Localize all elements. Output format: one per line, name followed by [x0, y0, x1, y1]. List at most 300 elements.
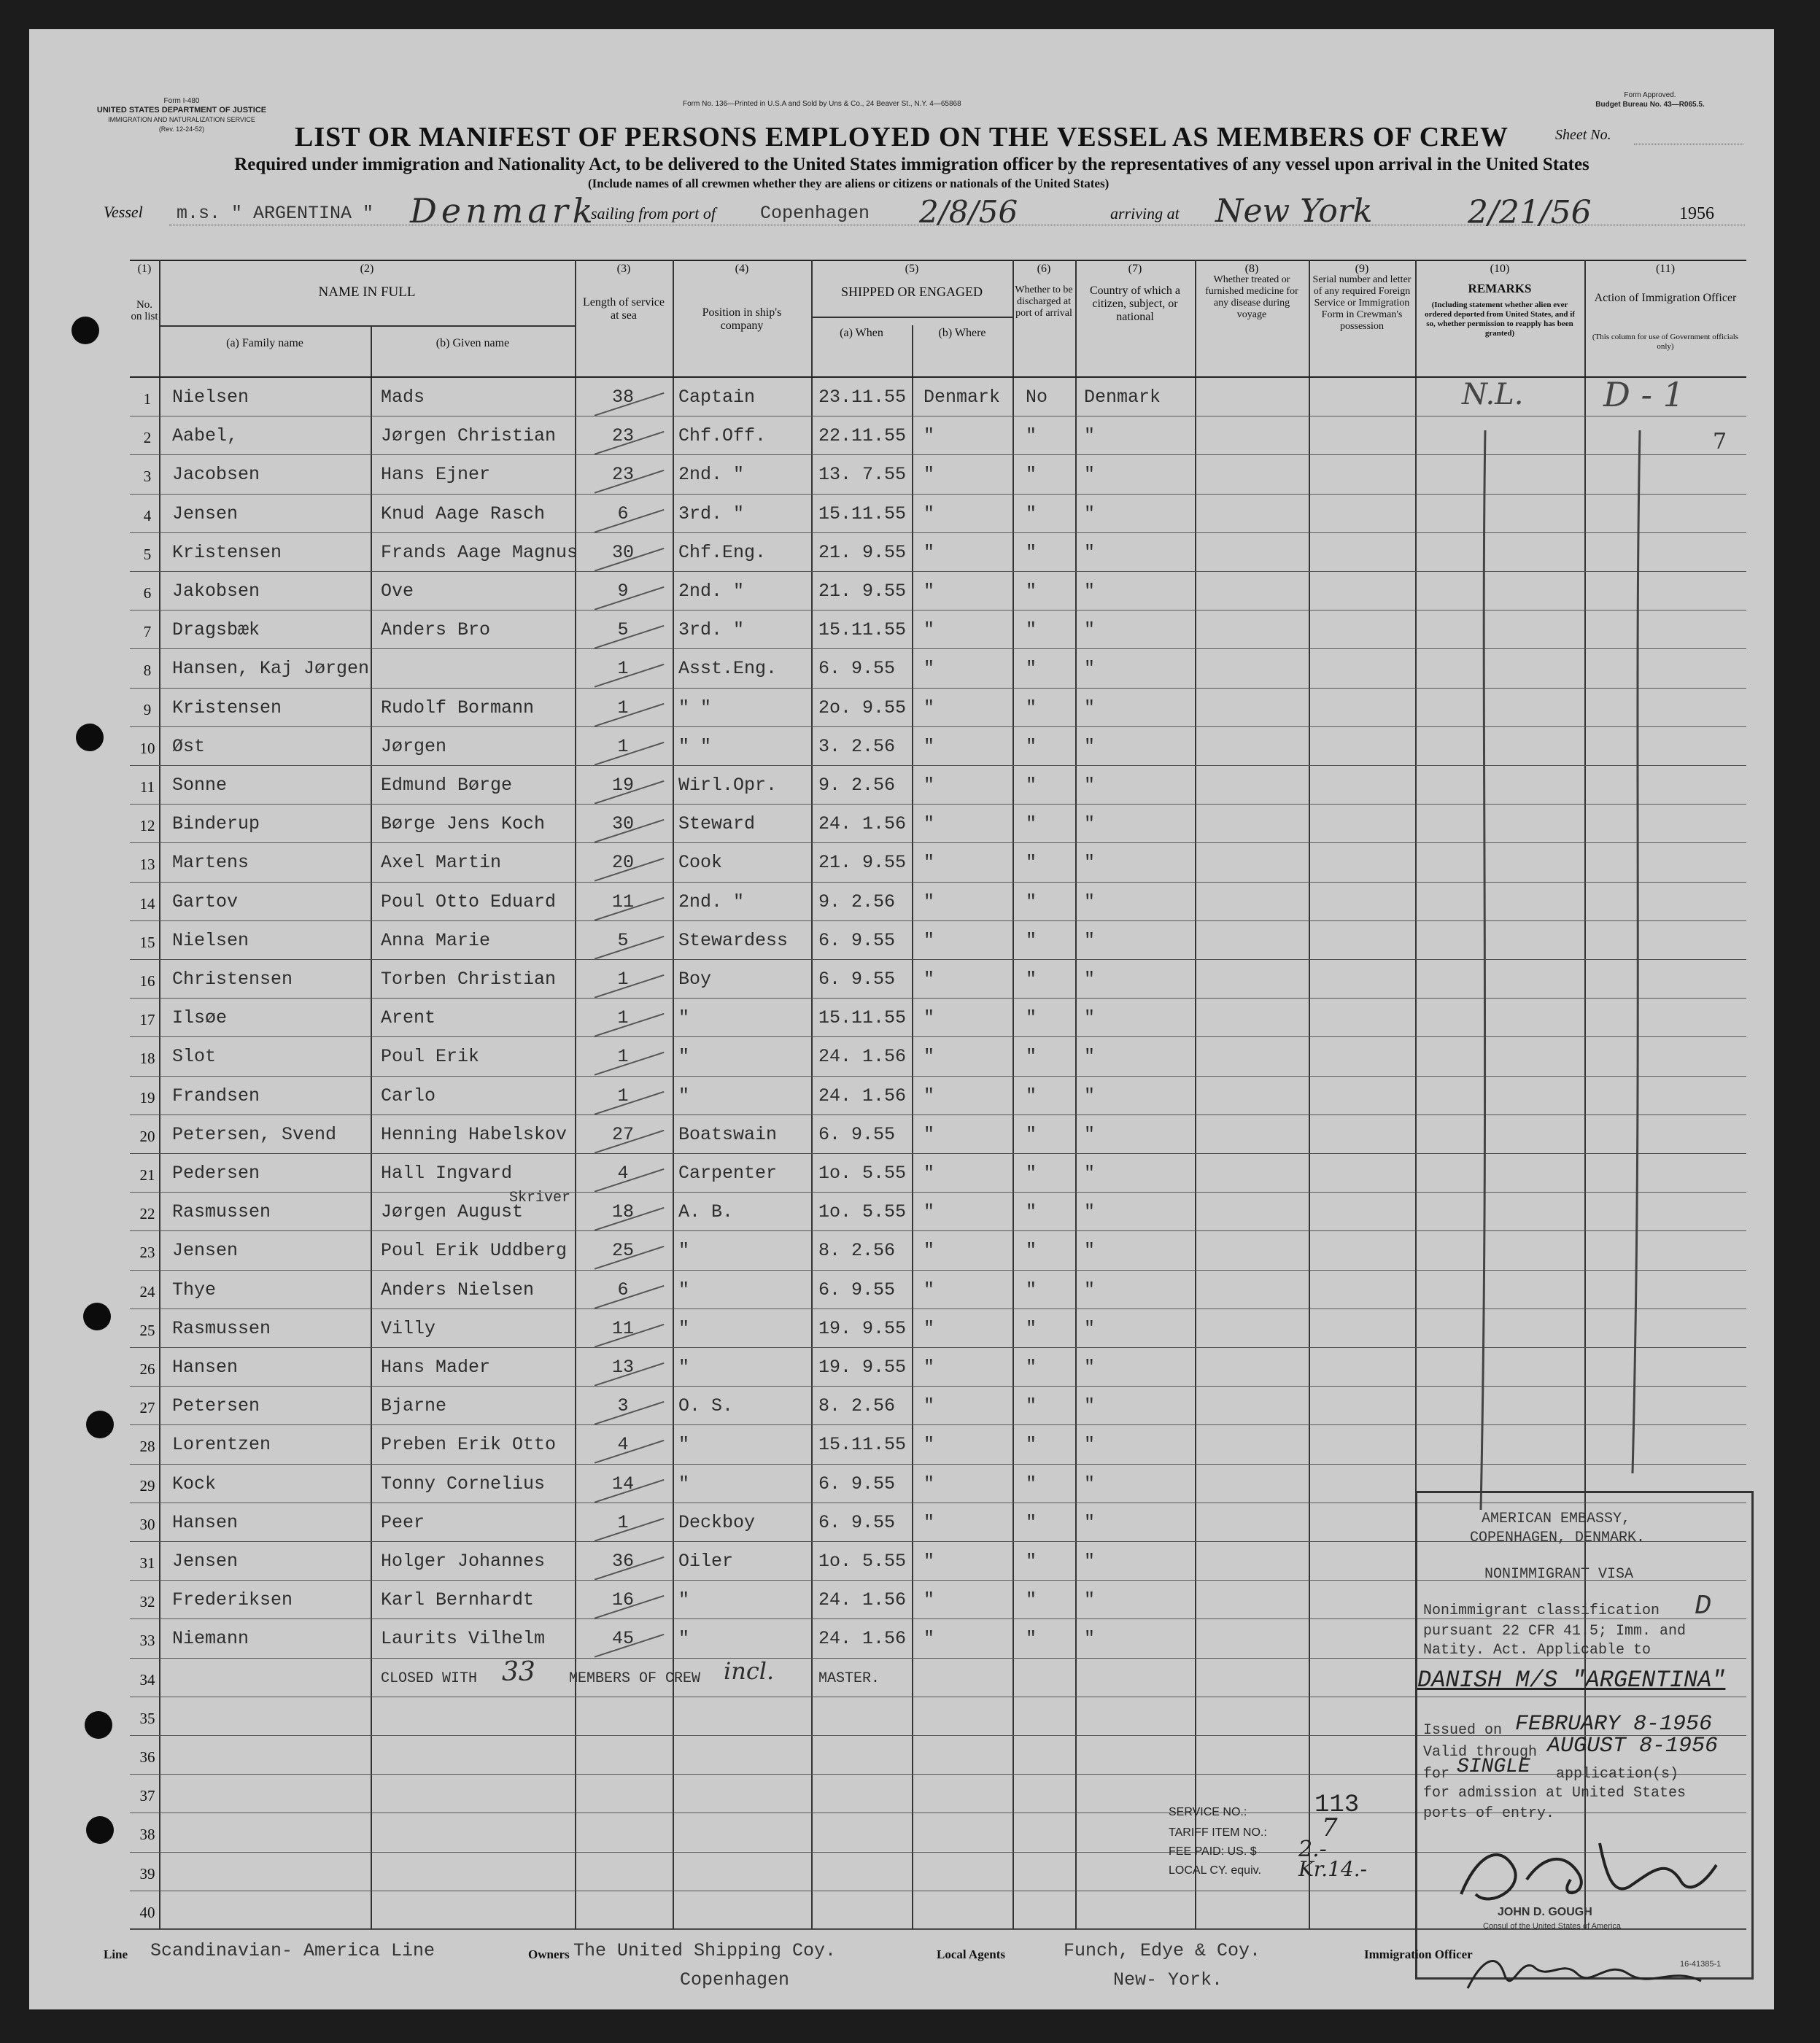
- crew-service: 4: [617, 1434, 629, 1456]
- crew-when: 6. 9.55: [818, 929, 896, 951]
- col11-header: Action of Immigration Officer: [1594, 292, 1737, 304]
- local-value: Kr.14.-: [1298, 1857, 1368, 1881]
- crew-where: ": [923, 1511, 935, 1533]
- crew-given: Poul Erik: [381, 1046, 480, 1068]
- crew-country: ": [1084, 1007, 1096, 1029]
- crew-discharged: ": [1026, 735, 1037, 757]
- service-check-mark: [588, 1225, 665, 1270]
- crew-country: ": [1084, 929, 1096, 951]
- crew-country: ": [1084, 1473, 1096, 1495]
- crew-family: Martens: [172, 852, 249, 874]
- col10-header: REMARKS: [1468, 282, 1532, 295]
- col2b-header: (b) Given name: [435, 337, 510, 349]
- crew-service: 9: [617, 581, 629, 602]
- stamp-ports: ports of entry.: [1423, 1805, 1555, 1822]
- stamp-issued-date: FEBRUARY 8-1956: [1515, 1712, 1713, 1737]
- crew-position: " ": [678, 697, 712, 718]
- crew-when: 19. 9.55: [818, 1357, 907, 1378]
- crew-when: 6. 9.55: [818, 1473, 896, 1495]
- immigration-officer-label: Immigration Officer: [1364, 1947, 1473, 1961]
- line-name: Scandinavian- America Line: [150, 1940, 435, 1961]
- row-number: 5: [143, 545, 152, 563]
- stamp-admission: for admission at United States: [1423, 1785, 1687, 1802]
- crew-where: ": [923, 541, 935, 563]
- crew-country: ": [1084, 775, 1096, 796]
- crew-discharged: ": [1026, 697, 1037, 718]
- crew-position: Cook: [678, 852, 723, 874]
- tariff-label: TARIFF ITEM NO.:: [1169, 1826, 1267, 1839]
- service-check-mark: [588, 837, 665, 882]
- stamp-application: application(s): [1556, 1766, 1679, 1783]
- crew-given: Jørgen: [381, 735, 447, 757]
- crew-position: ": [678, 1473, 690, 1495]
- crew-position: Chf.Off.: [678, 425, 767, 447]
- service-check-mark: [588, 759, 665, 804]
- closing-statement: [381, 1656, 1037, 1691]
- consul-signature: [1447, 1814, 1738, 1923]
- crew-given: Bjarne: [381, 1395, 447, 1417]
- crew-position: Wirl.Opr.: [678, 775, 778, 796]
- crew-family: Øst: [172, 735, 206, 757]
- crew-position: Carpenter: [678, 1163, 778, 1184]
- service-check-mark: [588, 411, 665, 455]
- margin-mark: 7: [1713, 429, 1727, 454]
- crew-family: Jensen: [172, 1240, 239, 1262]
- crew-given: Hans Mader: [381, 1357, 491, 1378]
- crew-position: ": [678, 1357, 690, 1378]
- crew-when: 6. 9.55: [818, 1123, 896, 1145]
- row-number: 31: [139, 1554, 155, 1572]
- service-check-mark: [588, 721, 665, 765]
- tariff-value: 7: [1322, 1813, 1338, 1842]
- service-check-mark: [588, 1419, 665, 1464]
- row-number: 22: [139, 1205, 155, 1223]
- vessel-line: [104, 191, 1745, 231]
- crew-discharged: ": [1026, 852, 1037, 874]
- crew-position: ": [678, 1046, 690, 1068]
- col10-note: (Including statement whether alien ever ordered deported from United States, and if so, whether permission to reapply has been granted): [1425, 301, 1575, 338]
- row-number: 23: [139, 1244, 155, 1262]
- agents-city: New- York.: [1113, 1969, 1223, 1990]
- crew-given: Henning Habelskov: [381, 1123, 568, 1145]
- crew-where: ": [923, 969, 935, 990]
- crew-position: Asst.Eng.: [678, 658, 778, 680]
- row-number: 14: [139, 894, 155, 912]
- ditto-strokes: [1452, 423, 1670, 1517]
- action-handwritten: D - 1: [1603, 375, 1684, 414]
- row-number: 24: [139, 1282, 155, 1300]
- sheet-number-label: Sheet No.: [1555, 127, 1611, 143]
- row-number: 3: [143, 468, 152, 486]
- stamp-authority: pursuant 22 CFR 41.5; Imm. and: [1423, 1623, 1687, 1640]
- crew-position: Boy: [678, 969, 712, 990]
- crew-when: 9. 2.56: [818, 891, 896, 912]
- service-check-mark: [588, 1458, 665, 1503]
- stamp-entries: SINGLE: [1457, 1756, 1530, 1778]
- local-label: LOCAL CY. equiv.: [1169, 1864, 1261, 1877]
- crew-service: 1: [617, 969, 629, 990]
- crew-position: Chf.Eng.: [678, 541, 767, 563]
- crew-when: 19. 9.55: [818, 1317, 907, 1339]
- crew-service: 18: [611, 1201, 634, 1223]
- row-number: 18: [139, 1050, 155, 1068]
- stamp-issued-label: Issued on: [1423, 1722, 1503, 1739]
- crew-where: ": [923, 1201, 935, 1223]
- row-number: 30: [139, 1515, 155, 1533]
- crew-where: ": [923, 658, 935, 680]
- crew-where: ": [923, 697, 935, 718]
- row-number: 7: [143, 623, 152, 641]
- crew-given: Ove: [381, 581, 414, 602]
- crew-where: ": [923, 929, 935, 951]
- crew-family: Hansen, Kaj Jørgen: [172, 658, 370, 680]
- service-check-mark: [588, 1535, 665, 1580]
- crew-position: ": [678, 1589, 690, 1611]
- row-number: 32: [139, 1593, 155, 1611]
- crew-where: ": [923, 1085, 935, 1106]
- row-number: 27: [139, 1399, 155, 1417]
- crew-country: ": [1084, 1357, 1096, 1378]
- crew-country: ": [1084, 581, 1096, 602]
- crew-country: ": [1084, 1551, 1096, 1572]
- crew-when: 15.11.55: [818, 1434, 907, 1456]
- crew-position: ": [678, 1434, 690, 1456]
- crew-family: Aabel,: [172, 425, 239, 447]
- crew-given: Rudolf Bormann: [381, 697, 535, 718]
- crew-country: ": [1084, 503, 1096, 524]
- service-check-mark: [588, 527, 665, 571]
- service-check-mark: [588, 449, 665, 494]
- crew-position: ": [678, 1317, 690, 1339]
- service-check-mark: [588, 1381, 665, 1425]
- crew-position: Stewardess: [678, 929, 789, 951]
- crew-service: 5: [617, 619, 629, 641]
- col5a-header: (a) When: [840, 327, 883, 339]
- punch-hole: [76, 724, 104, 751]
- crew-given: Mads: [381, 387, 425, 408]
- crew-when: 8. 2.56: [818, 1240, 896, 1262]
- crew-where: ": [923, 1434, 935, 1456]
- service-check-mark: [588, 605, 665, 649]
- crew-given: Knud Aage Rasch: [381, 503, 546, 524]
- crew-country: ": [1084, 1628, 1096, 1650]
- form-number: Form I-480: [163, 97, 200, 105]
- crew-service: 5: [617, 929, 629, 951]
- crew-when: 1o. 5.55: [818, 1163, 907, 1184]
- col11-number: (11): [1655, 263, 1676, 275]
- crew-service: 36: [611, 1551, 634, 1572]
- crew-when: 15.11.55: [818, 1007, 907, 1029]
- crew-country: ": [1084, 852, 1096, 874]
- crew-country: ": [1084, 1589, 1096, 1611]
- crew-service: 1: [617, 658, 629, 680]
- crew-service: 3: [617, 1395, 629, 1417]
- service-check-mark: [588, 1147, 665, 1192]
- col3-header: Length of service at sea: [583, 296, 665, 322]
- crew-discharged: ": [1026, 1628, 1037, 1650]
- crew-discharged: ": [1026, 1589, 1037, 1611]
- crew-position: 2nd. ": [678, 464, 745, 486]
- crew-service: 14: [611, 1473, 634, 1495]
- row-number: 25: [139, 1321, 155, 1339]
- service-no: 113: [1314, 1791, 1360, 1819]
- crew-country: ": [1084, 1085, 1096, 1106]
- crew-when: 13. 7.55: [818, 464, 907, 486]
- punch-hole: [83, 1303, 111, 1330]
- col8-header: Whether treated or furnished medicine for any disease during voyage: [1205, 274, 1298, 320]
- crew-service: 1: [617, 1511, 629, 1533]
- crew-position: ": [678, 1240, 690, 1262]
- crew-given: Hall Ingvard: [381, 1163, 513, 1184]
- row-number: 17: [139, 1011, 155, 1029]
- crew-where: ": [923, 1123, 935, 1145]
- col5b-header: (b) Where: [938, 327, 986, 339]
- crew-given: Axel Martin: [381, 852, 502, 874]
- crew-position: Oiler: [678, 1551, 734, 1572]
- service-check-mark: [588, 993, 665, 1037]
- form-approved: Form Approved.: [1624, 91, 1676, 99]
- arrival-date-handwritten: 2/21/56: [1468, 194, 1592, 231]
- crew-position: Boatswain: [678, 1123, 778, 1145]
- crew-country: ": [1084, 735, 1096, 757]
- crew-service: 16: [611, 1589, 634, 1611]
- crew-when: 15.11.55: [818, 503, 907, 524]
- crew-when: 22.11.55: [818, 425, 907, 447]
- row-number: 33: [139, 1632, 155, 1650]
- col2a-header: (a) Family name: [226, 337, 303, 349]
- remarks-handwritten: N.L.: [1462, 378, 1524, 411]
- punch-hole: [71, 317, 99, 344]
- crew-country: ": [1084, 658, 1096, 680]
- agents-name: Funch, Edye & Coy.: [1064, 1940, 1261, 1961]
- crew-service: 19: [611, 775, 634, 796]
- crew-country: ": [1084, 1434, 1096, 1456]
- crew-discharged: ": [1026, 1085, 1037, 1106]
- crew-when: 24. 1.56: [818, 1589, 907, 1611]
- crew-country: ": [1084, 1317, 1096, 1339]
- crew-discharged: ": [1026, 658, 1037, 680]
- stamp-ref: 16-41385-1: [1680, 1960, 1722, 1969]
- crew-country: Denmark: [1084, 387, 1161, 408]
- row-number: 38: [139, 1826, 155, 1844]
- crew-country: ": [1084, 1201, 1096, 1223]
- crew-discharged: ": [1026, 1279, 1037, 1300]
- row-number: 39: [139, 1864, 155, 1883]
- crew-family: Christensen: [172, 969, 293, 990]
- crew-service: 11: [611, 1317, 634, 1339]
- row-number: 26: [139, 1360, 155, 1378]
- row-number: 34: [139, 1670, 155, 1689]
- row-number: 12: [139, 817, 155, 835]
- crew-service: 4: [617, 1163, 629, 1184]
- crew-service: 30: [611, 813, 634, 835]
- crew-country: ": [1084, 541, 1096, 563]
- crew-when: 2o. 9.55: [818, 697, 907, 718]
- col3-number: (3): [616, 263, 631, 275]
- crew-family: Niemann: [172, 1628, 249, 1650]
- crew-discharged: ": [1026, 1163, 1037, 1184]
- approval-block: [1555, 90, 1745, 109]
- punch-hole: [86, 1816, 114, 1844]
- crew-service: 6: [617, 1279, 629, 1300]
- name-subheader-rule: [159, 325, 575, 327]
- crew-where: ": [923, 1473, 935, 1495]
- crew-service: 1: [617, 1007, 629, 1029]
- crew-family: Petersen, Svend: [172, 1123, 337, 1145]
- crew-position: ": [678, 1279, 690, 1300]
- crew-discharged: ": [1026, 813, 1037, 835]
- crew-where: ": [923, 1279, 935, 1300]
- crew-discharged: ": [1026, 1317, 1037, 1339]
- col1-header: No. on list: [131, 299, 158, 322]
- closing-incl: incl.: [724, 1656, 775, 1685]
- crew-when: 24. 1.56: [818, 813, 907, 835]
- crew-given: Jørgen August: [381, 1201, 524, 1223]
- crew-family: Kristensen: [172, 541, 282, 563]
- service-check-mark: [588, 799, 665, 843]
- crew-position: 2nd. ": [678, 891, 745, 912]
- crew-where: ": [923, 503, 935, 524]
- row-number: 13: [139, 856, 155, 874]
- crew-family: Rasmussen: [172, 1317, 271, 1339]
- row-number: 1: [143, 390, 152, 408]
- crew-where: ": [923, 891, 935, 912]
- col5-number: (5): [905, 263, 919, 275]
- crew-family: Kristensen: [172, 697, 282, 718]
- crew-discharged: ": [1026, 1046, 1037, 1068]
- crew-where: Denmark: [923, 387, 1001, 408]
- crew-family: Rasmussen: [172, 1201, 271, 1223]
- service-check-mark: [588, 488, 665, 532]
- crew-service: 27: [611, 1123, 634, 1145]
- crew-given: Hans Ejner: [381, 464, 491, 486]
- crew-given: Edmund Børge: [381, 775, 513, 796]
- crew-discharged: ": [1026, 1395, 1037, 1417]
- crew-given: Poul Otto Eduard: [381, 891, 557, 912]
- row-number: 29: [139, 1476, 155, 1495]
- closing-text: CLOSED WITH: [381, 1670, 478, 1687]
- col7-header: Country of which a citizen, subject, or national: [1090, 284, 1180, 323]
- service-check-mark: [588, 1187, 665, 1231]
- row-number: 2: [143, 429, 152, 447]
- crew-country: ": [1084, 1163, 1096, 1184]
- crew-service: 25: [611, 1240, 634, 1262]
- crew-discharged: ": [1026, 969, 1037, 990]
- service-check-mark: [588, 1109, 665, 1153]
- row-number: 11: [139, 778, 155, 796]
- crew-when: 6. 9.55: [818, 1279, 896, 1300]
- footer: [104, 1937, 1745, 2003]
- crew-position: Captain: [678, 387, 756, 408]
- service-check-mark: [588, 1264, 665, 1309]
- crew-family: Nielsen: [172, 387, 249, 408]
- crew-discharged: ": [1026, 1434, 1037, 1456]
- crew-family: Jacobsen: [172, 464, 260, 486]
- service-check-mark: [588, 1613, 665, 1658]
- crew-given: Børge Jens Koch: [381, 813, 546, 835]
- crew-position: 3rd. ": [678, 503, 745, 524]
- crew-service: 20: [611, 852, 634, 874]
- vessel-flag-handwritten: Denmark: [410, 191, 597, 230]
- crew-given: Carlo: [381, 1085, 436, 1106]
- crew-given: Karl Bernhardt: [381, 1589, 535, 1611]
- col2-number: (2): [360, 263, 374, 275]
- crew-family: Frandsen: [172, 1085, 260, 1106]
- col8-number: (8): [1244, 263, 1259, 275]
- crew-where: ": [923, 813, 935, 835]
- crew-country: ": [1084, 697, 1096, 718]
- stamp-embassy: AMERICAN EMBASSY,: [1482, 1511, 1631, 1527]
- crew-when: 1o. 5.55: [818, 1201, 907, 1223]
- sailing-port: Copenhagen: [760, 203, 870, 224]
- crew-family: Lorentzen: [172, 1434, 271, 1456]
- crew-where: ": [923, 1628, 935, 1650]
- crew-family: Pedersen: [172, 1163, 260, 1184]
- crew-position: O. S.: [678, 1395, 734, 1417]
- crew-country: ": [1084, 1240, 1096, 1262]
- crew-when: 15.11.55: [818, 619, 907, 641]
- crew-when: 21. 9.55: [818, 852, 907, 874]
- crew-position: ": [678, 1007, 690, 1029]
- stamp-for-label: for: [1423, 1766, 1450, 1783]
- crew-service: 1: [617, 1046, 629, 1068]
- row-number: 36: [139, 1748, 155, 1766]
- service-check-mark: [588, 876, 665, 920]
- row-number: 16: [139, 972, 155, 990]
- service-check-mark: [588, 565, 665, 610]
- crew-where: ": [923, 1240, 935, 1262]
- row-number: 37: [139, 1787, 155, 1805]
- crew-family: Slot: [172, 1046, 217, 1068]
- printer-note: Form No. 136—Printed in U.S.A and Sold by Uns & Co., 24 Beaver St., N.Y. 4—65868: [683, 100, 961, 108]
- col7-number: (7): [1128, 263, 1142, 275]
- crew-country: ": [1084, 425, 1096, 447]
- crew-service: 13: [611, 1357, 634, 1378]
- crew-family: Frederiksen: [172, 1589, 293, 1611]
- closing-count: 33: [502, 1656, 535, 1687]
- crew-where: ": [923, 1046, 935, 1068]
- col10-number: (10): [1490, 263, 1510, 275]
- crew-country: ": [1084, 1046, 1096, 1068]
- department-name: UNITED STATES DEPARTMENT OF JUSTICE: [96, 106, 267, 115]
- col6-header: Whether to be discharged at port of arrival: [1015, 284, 1073, 319]
- crew-discharged: ": [1026, 464, 1037, 486]
- manifest-subtitle: Required under immigration and Nationality Act, to be delivered to the United States immigration officer by the representatives of any vessel upon arrival in the United States: [234, 155, 1589, 174]
- crew-given: Tonny Cornelius: [381, 1473, 546, 1495]
- crew-discharged: ": [1026, 1123, 1037, 1145]
- crew-service: 11: [611, 891, 634, 912]
- crew-service: 23: [611, 464, 634, 486]
- crew-country: ": [1084, 619, 1096, 641]
- col6-number: (6): [1037, 263, 1051, 275]
- crew-given: Villy: [381, 1317, 436, 1339]
- crew-service: 23: [611, 425, 634, 447]
- service-check-mark: [588, 643, 665, 688]
- stamp-valid-date: AUGUST 8-1956: [1547, 1734, 1719, 1759]
- revision-date: (Rev. 12-24-52): [158, 125, 205, 133]
- row-number: 20: [139, 1127, 155, 1145]
- service-check-mark: [588, 953, 665, 998]
- col1-number: (1): [137, 263, 152, 275]
- crew-service: 30: [611, 541, 634, 563]
- crew-country: ": [1084, 813, 1096, 835]
- arriving-label: arriving at: [1110, 204, 1180, 222]
- crew-family: Gartov: [172, 891, 239, 912]
- service-name: IMMIGRATION AND NATURALIZATION SERVICE: [108, 116, 255, 123]
- crew-position: ": [678, 1085, 690, 1106]
- crew-where: ": [923, 735, 935, 757]
- stamp-authority-2: Natity. Act. Applicable to: [1423, 1642, 1651, 1659]
